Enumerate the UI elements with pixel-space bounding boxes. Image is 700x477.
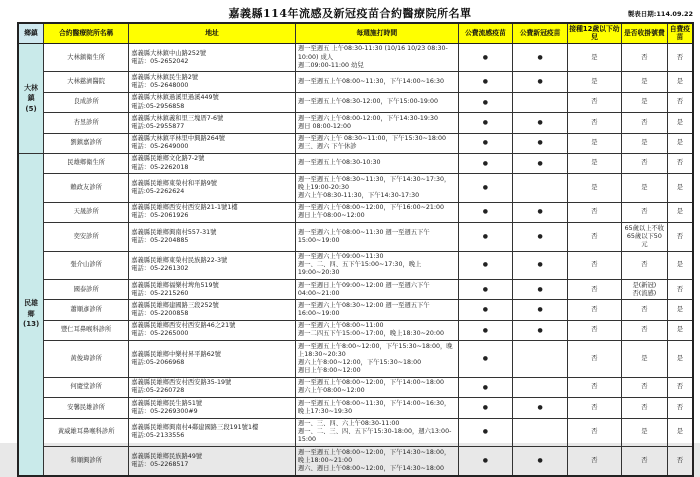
- schedule: 週一至週六上午08:00~11:30 週一至週五下午15:00~19:00: [295, 223, 458, 252]
- column-header: 自費疫苗: [667, 23, 693, 43]
- covid-vaccine-mark: [513, 92, 568, 112]
- address: 嘉義縣民雄鄉西安村西安路35-19號 電話:05-2260728: [129, 377, 296, 397]
- flu-vaccine-mark: ●: [458, 92, 513, 112]
- self-paid-vaccine: 是: [667, 418, 693, 447]
- table-row: [18, 418, 693, 447]
- address: 嘉義縣大林鎮民生路2號 電話：05-2648000: [129, 72, 296, 92]
- address: 嘉義縣民雄鄉民族路49號 電話：05-2268517: [129, 447, 296, 476]
- flu-vaccine-mark: ●: [458, 300, 513, 320]
- self-paid-vaccine: 否: [667, 280, 693, 300]
- flu-vaccine-mark: ●: [458, 113, 513, 133]
- covid-vaccine-mark: ●: [513, 43, 568, 72]
- table-row: [18, 447, 693, 476]
- address: 嘉義縣民雄鄉中樂村昇平路62號 電話:05-2066968: [129, 341, 296, 378]
- child-under-12: 是: [567, 43, 621, 72]
- child-under-12: 否: [567, 92, 621, 112]
- column-header: 地址: [129, 23, 296, 43]
- clinic-table: [17, 22, 694, 477]
- clinic-name: 天晟診所: [44, 202, 129, 222]
- flu-vaccine-mark: ●: [458, 447, 513, 476]
- flu-vaccine-mark: ●: [458, 398, 513, 418]
- clinic-name: 何慶堂診所: [44, 377, 129, 397]
- flu-vaccine-mark: ●: [458, 133, 513, 153]
- covid-vaccine-mark: ●: [513, 320, 568, 340]
- schedule: 週一至週五上午08:30~11:30，下午14:30~17:30，晚上19:00-20:30 週六上午08:30-11:30，下午14:30-17:30: [295, 174, 458, 203]
- self-paid-vaccine: 是: [667, 251, 693, 280]
- registration-fee: 否: [621, 113, 667, 133]
- schedule: 週一至週五上午08:30-12:00，下午15:00-19:00: [295, 92, 458, 112]
- covid-vaccine-mark: ●: [513, 113, 568, 133]
- table-row: [18, 251, 693, 280]
- clinic-name: 奕安診所: [44, 223, 129, 252]
- column-header: 合約醫療院所名稱: [44, 23, 129, 43]
- registration-fee: 否: [621, 300, 667, 320]
- table-row: [18, 341, 693, 378]
- self-paid-vaccine: 是: [667, 300, 693, 320]
- covid-vaccine-mark: ●: [513, 280, 568, 300]
- self-paid-vaccine: 否: [667, 223, 693, 252]
- clinic-name: 杏昱診所: [44, 113, 129, 133]
- clinic-name: 劉鎮嘉診所: [44, 133, 129, 153]
- clinic-name: 民雄鄉衛生所: [44, 153, 129, 173]
- self-paid-vaccine: 否: [667, 92, 693, 112]
- flu-vaccine-mark: ●: [458, 320, 513, 340]
- covid-vaccine-mark: [513, 174, 568, 203]
- table-row: [18, 133, 693, 153]
- address: 嘉義縣民雄鄉興南村557-31號 電話：05-2204885: [129, 223, 296, 252]
- column-header: 每週施打時間: [295, 23, 458, 43]
- registration-fee: 65歲以上不收 65歲以下50元: [621, 223, 667, 252]
- clinic-name: 蕭順彥診所: [44, 300, 129, 320]
- self-paid-vaccine: 是: [667, 174, 693, 203]
- covid-vaccine-mark: ●: [513, 72, 568, 92]
- registration-fee: 否: [621, 447, 667, 476]
- registration-fee: 是: [621, 174, 667, 203]
- address: 嘉義縣民雄鄉西安村西安路21-1號1樓 電話：05-2061926: [129, 202, 296, 222]
- clinic-name: 黃俊瑋診所: [44, 341, 129, 378]
- child-under-12: 否: [567, 300, 621, 320]
- schedule: 週一至週六上午08:00~12:00，下午16:00~21:00 週日上午08:00~12:00: [295, 202, 458, 222]
- registration-fee: 否: [621, 320, 667, 340]
- township-cell: 大林鎮 (5): [18, 43, 44, 153]
- child-under-12: 是: [567, 133, 621, 153]
- child-under-12: 是: [567, 174, 621, 203]
- covid-vaccine-mark: ●: [513, 251, 568, 280]
- registration-fee: 否: [621, 43, 667, 72]
- table-row: [18, 377, 693, 397]
- clinic-name: 賴政友診所: [44, 174, 129, 203]
- flu-vaccine-mark: ●: [458, 280, 513, 300]
- child-under-12: 否: [567, 202, 621, 222]
- covid-vaccine-mark: ●: [513, 202, 568, 222]
- schedule: 週一至週六上午09:00~11:30 週一、二、四、五下午15:00~17:30，晚上19:00~20:30: [295, 251, 458, 280]
- table-row: [18, 280, 693, 300]
- table-row: [18, 398, 693, 418]
- child-under-12: 否: [567, 398, 621, 418]
- clinic-name: 安馨民雄診所: [44, 398, 129, 418]
- address: 嘉義縣大林鎮義和里三塊厝7-6號 電話:05-2955877: [129, 113, 296, 133]
- column-header: 鄉鎮: [18, 23, 44, 43]
- address: 嘉義縣民雄鄉西安村西安路46之21號 電話：05-2265000: [129, 320, 296, 340]
- covid-vaccine-mark: ●: [513, 223, 568, 252]
- address: 嘉義縣民雄鄉東榮村民族路22-3號 電話：05-2261302: [129, 251, 296, 280]
- registration-fee: 是: [621, 418, 667, 447]
- child-under-12: 否: [567, 223, 621, 252]
- child-under-12: 否: [567, 113, 621, 133]
- flu-vaccine-mark: ●: [458, 223, 513, 252]
- table-row: [18, 43, 693, 72]
- table-row: [18, 92, 693, 112]
- flu-vaccine-mark: ●: [458, 202, 513, 222]
- self-paid-vaccine: 否: [667, 43, 693, 72]
- address: 嘉義縣大林鎮平林里中興路264號 電話：05-2649000: [129, 133, 296, 153]
- township-cell: 民雄鄉 (13): [18, 153, 44, 475]
- self-paid-vaccine: 是: [667, 341, 693, 378]
- address: 嘉義縣民雄鄉文化路7-2號 電話：05-2262018: [129, 153, 296, 173]
- child-under-12: 否: [567, 251, 621, 280]
- address: 嘉義縣民雄鄉東榮村和平路9號 電話:05-2262624: [129, 174, 296, 203]
- schedule: 週一、三、四、六上午08:30-11:00 週一、二、三、四、五下午15:30-18:00，週六13:00-15:00: [295, 418, 458, 447]
- schedule: 週一至週日上午09:00~12:00 週一至週六下午04:00~21:00: [295, 280, 458, 300]
- registration-fee: 是: [621, 341, 667, 378]
- table-row: [18, 202, 693, 222]
- child-under-12: 否: [567, 418, 621, 447]
- address: 嘉義縣民雄鄉建國路三段252號 電話：05-2200858: [129, 300, 296, 320]
- registration-fee: 是: [621, 133, 667, 153]
- child-under-12: 是: [567, 153, 621, 173]
- child-under-12: 否: [567, 280, 621, 300]
- flu-vaccine-mark: ●: [458, 43, 513, 72]
- address: 嘉義縣大林鎮過溪里過溪449號 電話:05-2956858: [129, 92, 296, 112]
- clinic-name: 良成診所: [44, 92, 129, 112]
- table-row: [18, 300, 693, 320]
- clinic-name: 大林慈濟醫院: [44, 72, 129, 92]
- clinic-name: 黃威雄耳鼻喉科診所: [44, 418, 129, 447]
- registration-fee: 否: [621, 377, 667, 397]
- self-paid-vaccine: 否: [667, 377, 693, 397]
- schedule: 週一至週五 上午08:30-11:30 (10/16 10/23 08:30-10:00) 成人 週二09:00-11:00 幼兒: [295, 43, 458, 72]
- self-paid-vaccine: 是: [667, 202, 693, 222]
- registration-fee: 是(新冠) 否(流感): [621, 280, 667, 300]
- table-row: [18, 113, 693, 133]
- clinic-name: 和順興診所: [44, 447, 129, 476]
- self-paid-vaccine: 是: [667, 113, 693, 133]
- registration-fee: 是: [621, 72, 667, 92]
- clinic-name: 大林鎮衛生所: [44, 43, 129, 72]
- covid-vaccine-mark: ●: [513, 300, 568, 320]
- schedule: 週一至週五上午08:30-10:30: [295, 153, 458, 173]
- schedule: 週一至週五上午08:00~11:30，下午14:00~16:30: [295, 72, 458, 92]
- table-row: [18, 72, 693, 92]
- registration-fee: 是: [621, 92, 667, 112]
- registration-fee: 否: [621, 202, 667, 222]
- self-paid-vaccine: 否: [667, 398, 693, 418]
- schedule: 週一至週六上午08:30~12:00 週一至週五下午16:00~19:00: [295, 300, 458, 320]
- report-date: 製表日期:114.09.22: [627, 10, 693, 18]
- covid-vaccine-mark: [513, 418, 568, 447]
- schedule: 週一至週五上午08:00~12:00，下午14:30~18:00，晚上18:00~21:00 週六、週日上午08:00~12:00，下午14:30~18:00: [295, 447, 458, 476]
- self-paid-vaccine: 是: [667, 320, 693, 340]
- schedule: 週一至週六上午 08:30~11:00，下午15:30~18:00 週三、週六 下午休診: [295, 133, 458, 153]
- table-row: [18, 223, 693, 252]
- covid-vaccine-mark: [513, 377, 568, 397]
- column-header: 公費新冠疫苗: [513, 23, 568, 43]
- child-under-12: 否: [567, 341, 621, 378]
- address: 嘉義縣民雄鄉福樂村埤角519號 電話：05-2215260: [129, 280, 296, 300]
- table-header-row: [18, 23, 693, 43]
- child-under-12: 否: [567, 377, 621, 397]
- schedule: 週一至週六上午08:00~11:00 週一二四五下午15:00~17:00，晚上18:30~20:00: [295, 320, 458, 340]
- child-under-12: 是: [567, 72, 621, 92]
- flu-vaccine-mark: ●: [458, 153, 513, 173]
- covid-vaccine-mark: ●: [513, 133, 568, 153]
- clinic-name: 豐仁耳鼻喉科診所: [44, 320, 129, 340]
- covid-vaccine-mark: ●: [513, 153, 568, 173]
- flu-vaccine-mark: ●: [458, 418, 513, 447]
- column-header: 是否收掛號費: [621, 23, 667, 43]
- schedule: 週一至週五上午8:00~12:00，下午15:30~18:00，晚上18:30~20:30 週六上午8:00~12:00，下午15:30~18:00 週日上午8:00~12:00: [295, 341, 458, 378]
- page-title: 嘉義縣114年流感及新冠疫苗合約醫療院所名單: [228, 7, 472, 20]
- child-under-12: 否: [567, 447, 621, 476]
- address: 嘉義縣民雄鄉民生路51號 電話：05-2269300#9: [129, 398, 296, 418]
- clinic-name: 張介山診所: [44, 251, 129, 280]
- clinic-name: 國泰診所: [44, 280, 129, 300]
- schedule: 週一至週六上午08:00-12:00，下午14:30-19:30 週日 08:00-12:00: [295, 113, 458, 133]
- flu-vaccine-mark: ●: [458, 377, 513, 397]
- self-paid-vaccine: 是: [667, 133, 693, 153]
- address: 嘉義縣民雄鄉興南村4鄰建國路三段191號1樓 電話:05-2133556: [129, 418, 296, 447]
- flu-vaccine-mark: ●: [458, 251, 513, 280]
- registration-fee: 否: [621, 153, 667, 173]
- self-paid-vaccine: 是: [667, 72, 693, 92]
- self-paid-vaccine: 否: [667, 153, 693, 173]
- table-row: [18, 320, 693, 340]
- address: 嘉義縣大林鎮中山路252號 電話：05-2652042: [129, 43, 296, 72]
- flu-vaccine-mark: ●: [458, 341, 513, 378]
- column-header: 公費流感疫苗: [458, 23, 513, 43]
- column-header: 接種12歲以下幼兒: [569, 25, 620, 42]
- registration-fee: 否: [621, 398, 667, 418]
- child-under-12: 否: [567, 320, 621, 340]
- table-row: [18, 153, 693, 173]
- covid-vaccine-mark: [513, 341, 568, 378]
- schedule: 週一至週五上午08:00~11:30，下午14:00~16:30，晚上17:30~19:30: [295, 398, 458, 418]
- registration-fee: 否: [621, 251, 667, 280]
- schedule: 週一至週五上午08:00~12:00，下午14:00~18:00 週六上午08:00~12:00: [295, 377, 458, 397]
- flu-vaccine-mark: ●: [458, 72, 513, 92]
- self-paid-vaccine: 否: [667, 447, 693, 476]
- covid-vaccine-mark: ●: [513, 447, 568, 476]
- table-row: [18, 174, 693, 203]
- covid-vaccine-mark: ●: [513, 398, 568, 418]
- flu-vaccine-mark: ●: [458, 174, 513, 203]
